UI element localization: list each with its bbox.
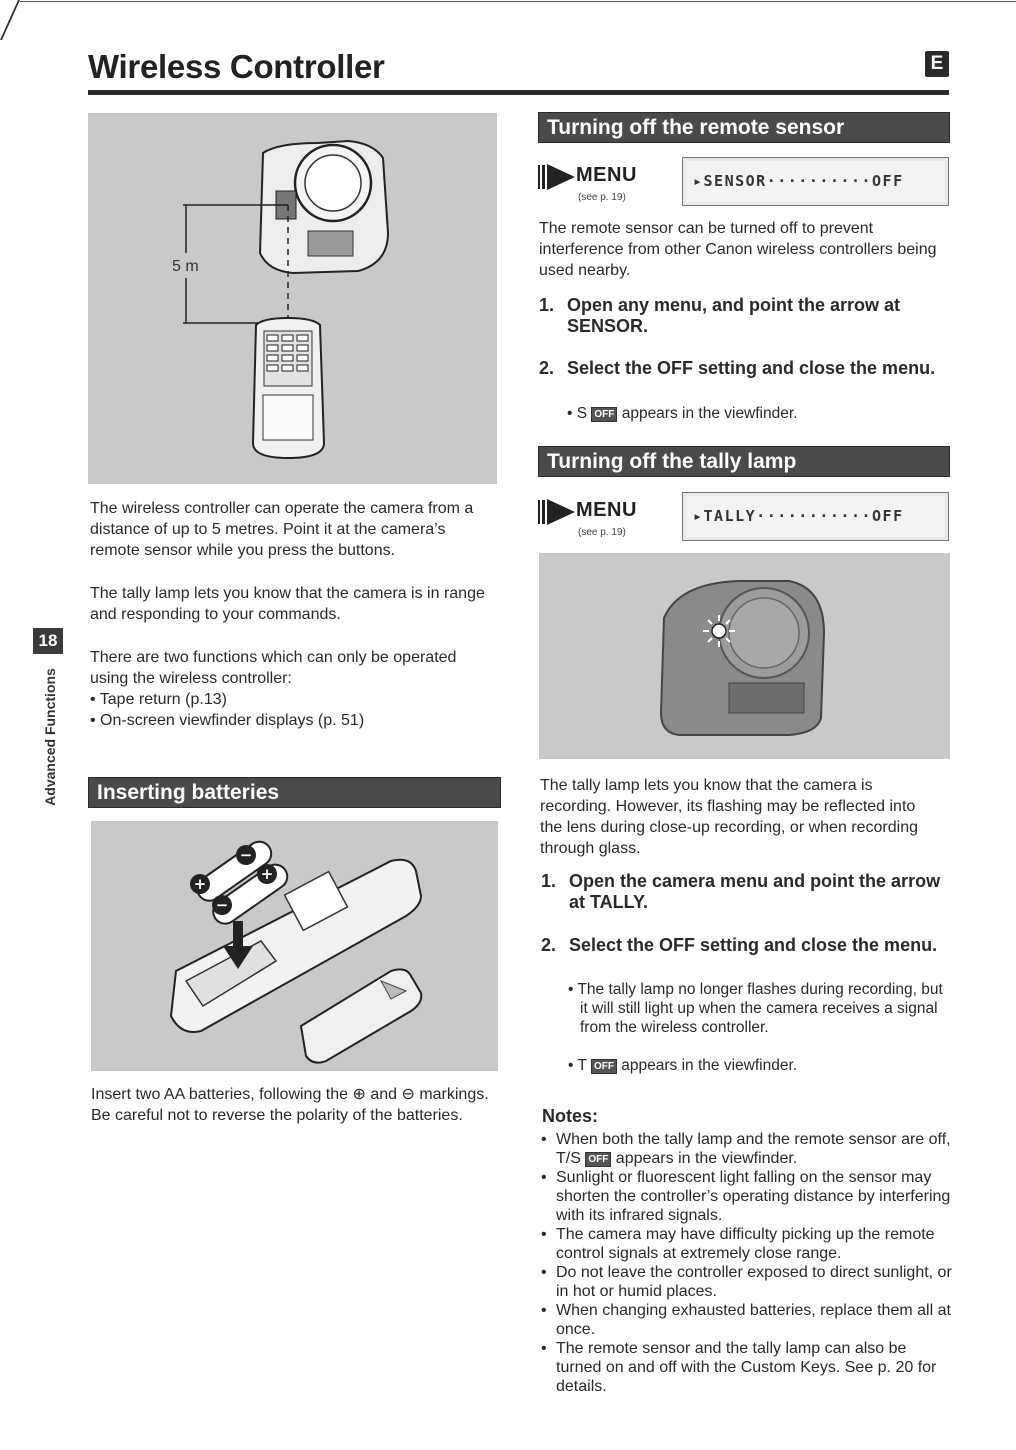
step-text: Open the camera menu and point the arrow at TALLY.	[569, 871, 941, 912]
osd-off-icon: OFF	[585, 1152, 611, 1167]
note-item: • Do not leave the controller exposed to direct sunlight, or in hot or humid places.	[541, 1263, 953, 1301]
svg-text:−: −	[215, 896, 229, 914]
step-number: 2.	[539, 358, 555, 378]
camera-range-illustration	[88, 113, 497, 484]
section-heading-batteries: Inserting batteries	[88, 777, 501, 808]
corner-crop-mark	[0, 0, 20, 40]
svg-text:+: +	[193, 875, 207, 893]
tally-step-2-bullet-1: • The tally lamp no longer flashes during recording, but it will still light up when the camera receives a signal from the wireless controller.	[568, 981, 943, 1036]
note-item: • The remote sensor and the tally lamp can also be turned on and off with the Custom Keys. See p. 20 for details.	[541, 1339, 953, 1396]
notes-list	[541, 1130, 953, 1396]
step-text: Select the OFF setting and close the menu.	[569, 935, 938, 955]
step-number: 1.	[539, 295, 555, 315]
camera-tally-icon	[539, 553, 950, 759]
page-number-tab: 18	[33, 628, 63, 654]
section-heading-tally-lamp: Turning off the tally lamp	[538, 446, 950, 477]
step-text: Select the OFF setting and close the menu.	[567, 358, 936, 378]
menu-label: MENU	[576, 164, 637, 186]
tally-step-2	[541, 935, 951, 956]
function-list-item: • Tape return (p.13)	[90, 691, 227, 708]
note-text-suffix: appears in the viewfinder.	[615, 1150, 798, 1167]
menu-arrow-icon	[538, 497, 576, 527]
svg-text:−: −	[239, 846, 253, 864]
notes-heading: Notes:	[542, 1106, 599, 1126]
menu-label: MENU	[576, 499, 637, 521]
page-title: Wireless Controller	[88, 48, 385, 85]
language-badge: E	[925, 51, 949, 77]
battery-remote-icon	[91, 821, 498, 1071]
top-edge-line	[20, 1, 1016, 2]
intro-paragraph-2: The tally lamp lets you know that the camera is in range and responding to your commands.	[90, 585, 485, 623]
osd-off-icon: OFF	[591, 407, 617, 422]
menu-page-ref: (see p. 19)	[578, 192, 626, 203]
tally-step-1	[541, 871, 951, 913]
function-tape-return: Tape return (p.13)	[99, 691, 227, 708]
svg-text:+: +	[260, 865, 274, 883]
note-item	[541, 1130, 953, 1168]
note-text: When both the tally lamp and the remote sensor are off, T/S	[556, 1131, 951, 1167]
intro-paragraph-3: There are two functions which can only be operated using the wireless controller:	[90, 649, 457, 687]
sensor-step-2	[539, 358, 949, 379]
section-tab-label: Advanced Functions	[42, 668, 58, 806]
title-rule	[88, 90, 949, 95]
section-heading-remote-sensor: Turning off the remote sensor	[538, 112, 950, 143]
camera-and-remote-icon	[88, 113, 497, 484]
battery-insertion-illustration	[91, 821, 498, 1071]
menu-page-ref: (see p. 19)	[578, 527, 626, 538]
note-item: • The camera may have difficulty picking up the remote control signals at extremely close range.	[541, 1225, 953, 1263]
step-number: 2.	[541, 935, 557, 955]
sensor-description: The remote sensor can be turned off to prevent interference from other Canon wireless controllers being used nearby.	[539, 220, 937, 279]
function-list-item: • On-screen viewfinder displays (p. 51)	[90, 712, 365, 729]
osd-off-icon: OFF	[591, 1059, 617, 1074]
bullet-suffix: appears in the viewfinder.	[621, 405, 798, 422]
tally-description: The tally lamp lets you know that the camera is recording. However, its flashing may be reflected into the lens during close-up recording, or when recording through glass.	[540, 777, 918, 857]
step-text: Open any menu, and point the arrow at SENSOR.	[567, 295, 901, 336]
batteries-text: Insert two AA batteries, following the ⊕ and ⊖ markings. Be careful not to reverse the polarity of the batteries.	[91, 1086, 489, 1124]
intro-text	[90, 498, 490, 731]
tally-menu-display: ▸TALLY···········OFF	[682, 492, 949, 541]
bullet-prefix: • S	[567, 405, 588, 422]
tally-step-2-bullet-2	[568, 1056, 938, 1075]
sensor-step-1	[539, 295, 949, 337]
sensor-step-2-bullet	[567, 404, 947, 423]
bullet-prefix: • T	[568, 1057, 587, 1074]
sensor-menu-display: ▸SENSOR··········OFF	[682, 157, 949, 206]
distance-label: 5 m	[172, 258, 199, 275]
menu-arrow-icon	[538, 162, 576, 192]
tally-lamp-illustration	[539, 553, 950, 759]
sensor-menu-reference	[538, 160, 678, 210]
note-item: • Sunlight or fluorescent light falling on the sensor may shorten the controller’s operating distance by interfering with its infrared signals.	[541, 1168, 953, 1225]
bullet-suffix: appears in the viewfinder.	[621, 1057, 798, 1074]
note-item: • When changing exhausted batteries, replace them all at once.	[541, 1301, 953, 1339]
function-onscreen-displays: On-screen viewfinder displays (p. 51)	[100, 712, 365, 729]
tally-menu-reference	[538, 495, 678, 545]
step-number: 1.	[541, 871, 557, 891]
intro-paragraph-1: The wireless controller can operate the camera from a distance of up to 5 metres. Point it at the camera’s remote sensor while you press the buttons.	[90, 500, 474, 559]
